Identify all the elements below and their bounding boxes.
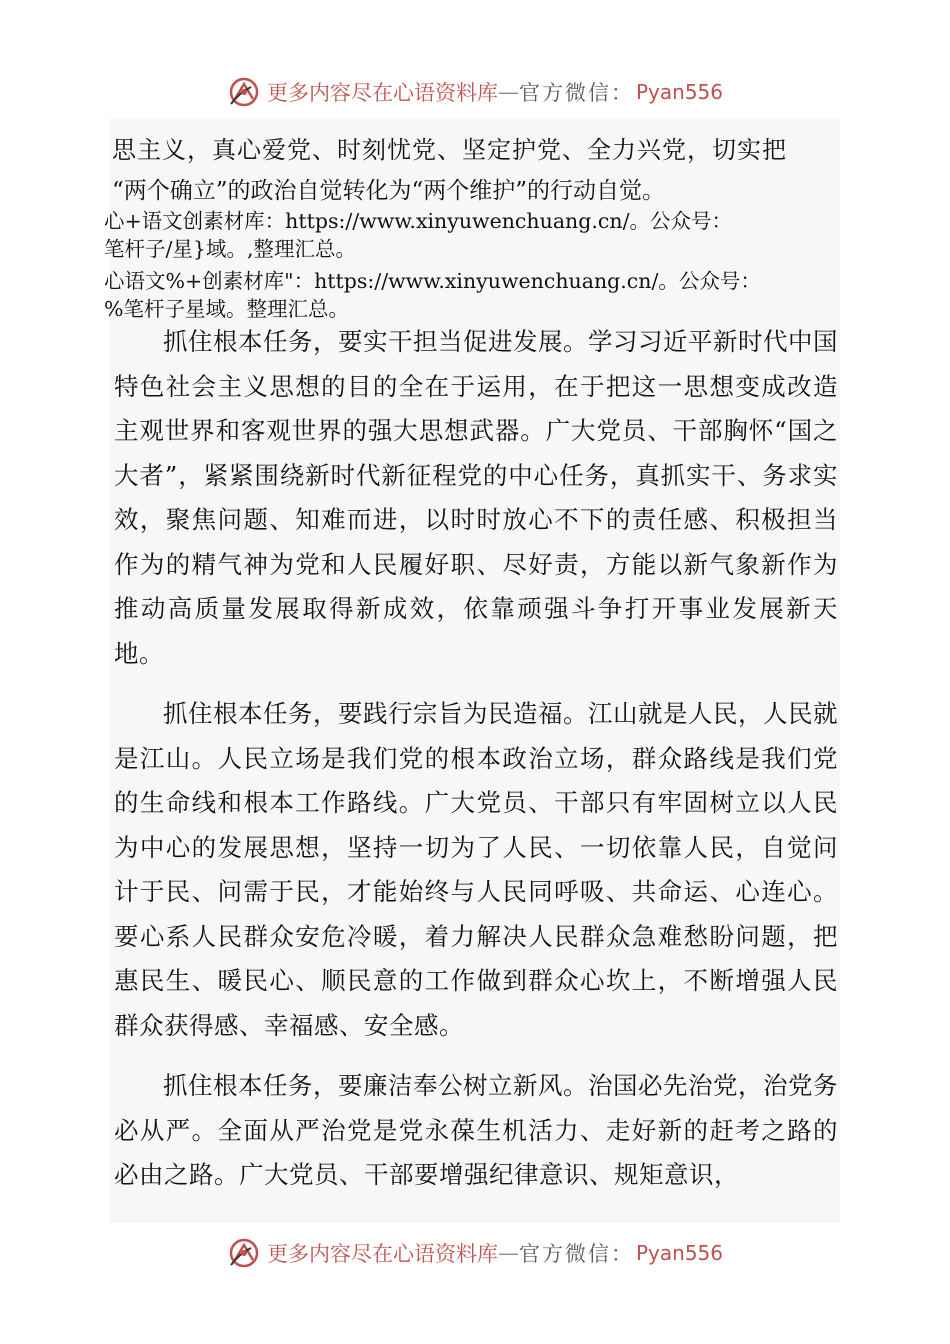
banner-wechat-id: Pyan556: [635, 1241, 723, 1265]
text-line-1: 思主义，真心爱党、时刻忧党、坚定护党、全力兴党，切实把: [112, 136, 787, 164]
banner-separator: —: [497, 80, 519, 104]
logo-icon: [227, 1236, 261, 1270]
banner-wechat-id: Pyan556: [635, 80, 723, 104]
watermark-line-2: 笔杆子/星}域。,整理汇总。: [104, 237, 356, 261]
paragraph-2: [114, 692, 838, 1048]
logo-icon: [227, 75, 261, 109]
paragraph-2-text: 抓住根本任务，要践行宗旨为民造福。江山就是人民，人民就是江山。人民立场是我们党的根本政治立场，群众路线是我们党的生命线和根本工作路线。广大党员、干部只有牢固树立以人民为中心的发展思想，坚持一切为了人民、一切依靠人民，自觉问计于民、问需于民，才能始终与人民同呼吸、共命运、心连心。要心系人民群众安危冷暖，着力解决人民群众急难愁盼问题，把惠民生、暖民心、顺民意的工作做到群众心坎上，不断增强人民群众获得感、幸福感、安全感。: [114, 699, 838, 1040]
watermark-line-1: 心+语文创素材库：https://www.xinyuwenchuang.cn/。公众号：: [104, 209, 732, 233]
paragraph-1: [114, 320, 838, 676]
header-banner: [0, 72, 950, 112]
watermark-line-3: 心语文%+创素材库"：https://www.xinyuwenchuang.cn/。公众号：: [104, 269, 761, 293]
banner-label: 官方微信：: [518, 81, 634, 105]
paragraph-3: [114, 1064, 838, 1198]
banner-label: 官方微信：: [518, 1242, 634, 1266]
banner-text: 更多内容尽在心语资料库: [266, 81, 498, 105]
paragraph-3-text: 抓住根本任务，要廉洁奉公树立新风。治国必先治党，治党务必从严。全面从严治党是党永葆生机活力、走好新的赶考之路的必由之路。广大党员、干部要增强纪律意识、规矩意识，: [114, 1071, 838, 1189]
footer-banner: [0, 1233, 950, 1273]
watermark-line-4: %笔杆子星域。整理汇总。: [104, 297, 349, 321]
text-line-2: “两个确立”的政治自觉转化为“两个维护”的行动自觉。: [112, 178, 666, 204]
paragraph-1-text: 抓住根本任务，要实干担当促进发展。学习习近平新时代中国特色社会主义思想的目的全在于运用，在于把这一思想变成改造主观世界和客观世界的强大思想武器。广大党员、干部胸怀“国之大者”，紧紧围绕新时代新征程党的中心任务，真抓实干、务求实效，聚焦问题、知难而进，以时时放心不下的责任感、积极担当作为的精气神为党和人民履好职、尽好责，方能以新气象新作为推动高质量发展取得新成效，依靠顽强斗争打开事业发展新天地。: [114, 327, 838, 668]
banner-separator: —: [497, 1241, 519, 1265]
banner-text: 更多内容尽在心语资料库: [266, 1242, 498, 1266]
